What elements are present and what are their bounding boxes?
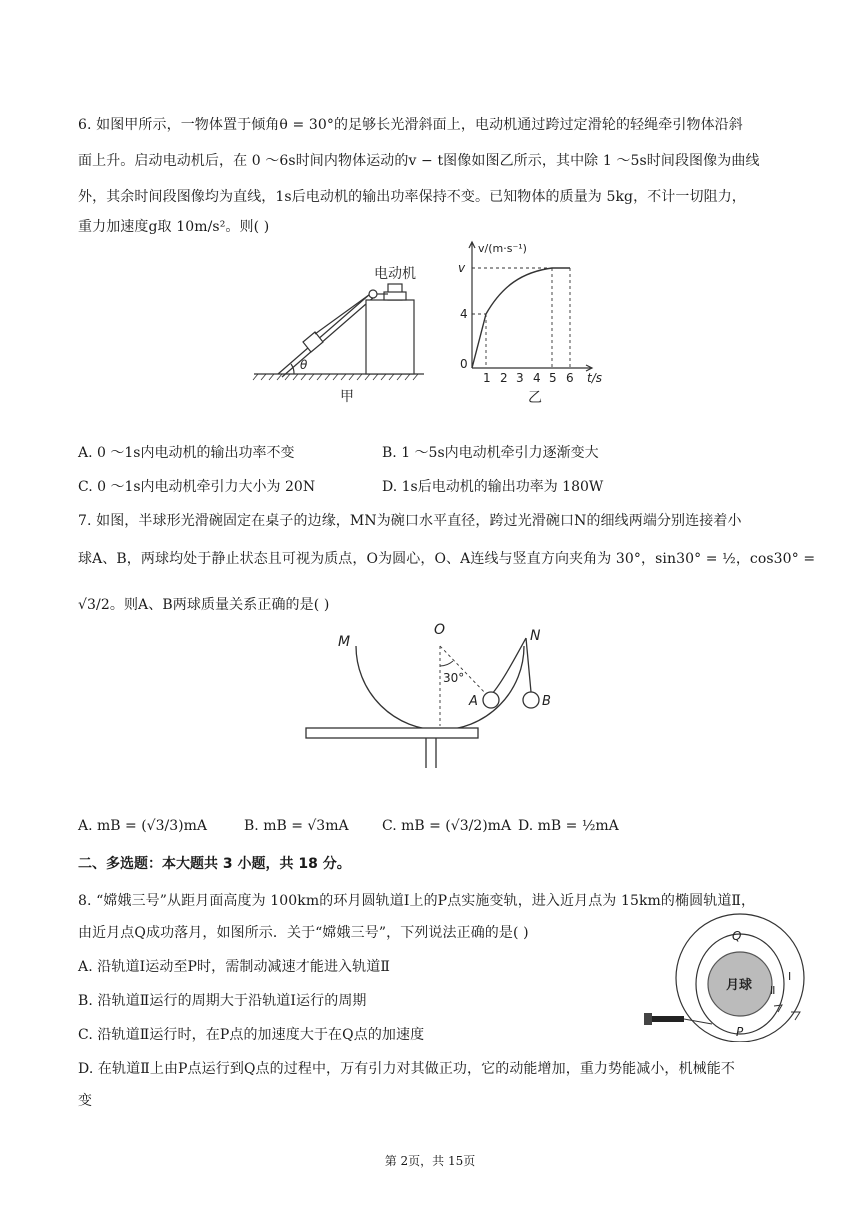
orbit-label-q: Q: [732, 929, 742, 943]
q7-line-3: √3/2。则A、B两球质量关系正确的是( ): [78, 597, 330, 613]
q6-option-b: B. 1 ～5s内电动机牵引力逐渐变大: [382, 445, 599, 461]
x-tick-2: 2: [500, 371, 508, 385]
y-tick-0: 0: [460, 357, 468, 371]
q7-option-c: C. mB = (√3/2)mA: [382, 818, 512, 834]
figure-orbits: [640, 912, 810, 1042]
graph-y-label: v/(m·s⁻¹): [478, 242, 527, 255]
orbit-label-ii: Ⅱ: [770, 984, 776, 997]
moon-label: 月球: [726, 978, 753, 993]
y-tick-v: v: [458, 261, 466, 275]
q8-line-1: 8. “嫦娥三号”从距月面高度为 100km的环月圆轨道Ⅰ上的P点实施变轨，进入近月点为 15km的椭圆轨道Ⅱ，: [78, 893, 756, 909]
q6-line-1: 6. 如图甲所示，一物体置于倾角θ = 30°的足够长光滑斜面上，电动机通过跨过定滑轮的轻绳牵引物体沿斜: [78, 117, 743, 133]
x-tick-5: 5: [549, 371, 557, 385]
theta-label: θ: [300, 358, 308, 372]
q8-line-2: 由近月点Q成功落月，如图所示．关于“嫦娥三号”，下列说法正确的是( ): [78, 925, 529, 941]
q8-option-d-line-2: 变: [78, 1093, 93, 1109]
q7-line-2: 球A、B，两球均处于静止状态且可视为质点，O为圆心，O、A连线与竖直方向夹角为 30°，sin30° = ½，cos30° =: [78, 551, 816, 567]
bowl-label-n: N: [530, 628, 541, 644]
figure-vt-graph: [452, 236, 632, 406]
orbit-label-p: P: [736, 1025, 744, 1039]
q6-option-a: A. 0 ～1s内电动机的输出功率不变: [78, 445, 295, 461]
figure-incline-motor: [248, 256, 428, 406]
y-tick-4: 4: [460, 307, 468, 321]
q8-option-d-line-1: D. 在轨道Ⅱ上由P点运行到Q点的过程中，万有引力对其做正功，它的动能增加，重力势能减小，机械能不: [78, 1061, 735, 1077]
x-tick-3: 3: [516, 371, 524, 385]
section-heading-multiple-choice: 二、多选题：本大题共 3 小题，共 18 分。: [78, 856, 351, 872]
figure-bowl: [300, 616, 570, 776]
q6-line-3: 外，其余时间段图像均为直线，1s后电动机的输出功率保持不变。已知物体的质量为 5kg，不计一切阻力，: [78, 189, 746, 205]
q7-line-1: 7. 如图，半球形光滑碗固定在桌子的边缘，MN为碗口水平直径，跨过光滑碗口N的细线两端分别连接着小: [78, 513, 742, 529]
spacecraft-icon: [644, 1013, 712, 1025]
q8-option-b: B. 沿轨道Ⅱ运行的周期大于沿轨道Ⅰ运行的周期: [78, 993, 367, 1009]
bowl-angle-label: 30°: [443, 671, 465, 685]
bowl-label-o: O: [434, 622, 446, 638]
q7-option-d: D. mB = ½mA: [518, 818, 619, 834]
q6-option-d: D. 1s后电动机的输出功率为 180W: [382, 479, 604, 495]
ball-label-b: B: [542, 694, 551, 709]
x-tick-4: 4: [533, 371, 541, 385]
q7-option-b: B. mB = √3mA: [244, 818, 349, 834]
q6-line-2: 面上升。启动电动机后，在 0 ～6s时间内物体运动的v − t图像如图乙所示，其中除 1 ～5s时间段图像为曲线: [78, 153, 760, 169]
bowl-label-m: M: [338, 634, 351, 650]
figure-yi-label: 乙: [528, 390, 542, 406]
figure-jia-label: 甲: [340, 389, 354, 405]
q8-option-c: C. 沿轨道Ⅱ运行时，在P点的加速度大于在Q点的加速度: [78, 1027, 425, 1043]
graph-x-label: t/s: [587, 371, 602, 385]
q6-option-c: C. 0 ～1s内电动机牵引力大小为 20N: [78, 479, 316, 495]
x-tick-6: 6: [566, 371, 574, 385]
x-tick-1: 1: [483, 371, 491, 385]
q7-option-a: A. mB = (√3/3)mA: [78, 818, 207, 834]
motor-label: 电动机: [374, 266, 416, 282]
ball-label-a: A: [469, 694, 478, 709]
q6-line-4: 重力加速度g取 10m/s²。则( ): [78, 219, 270, 235]
orbit-label-i: Ⅰ: [788, 970, 792, 983]
q8-option-a: A. 沿轨道Ⅰ运动至P时，需制动减速才能进入轨道Ⅱ: [78, 959, 390, 975]
page-footer: 第 2页，共 15页: [384, 1154, 476, 1168]
